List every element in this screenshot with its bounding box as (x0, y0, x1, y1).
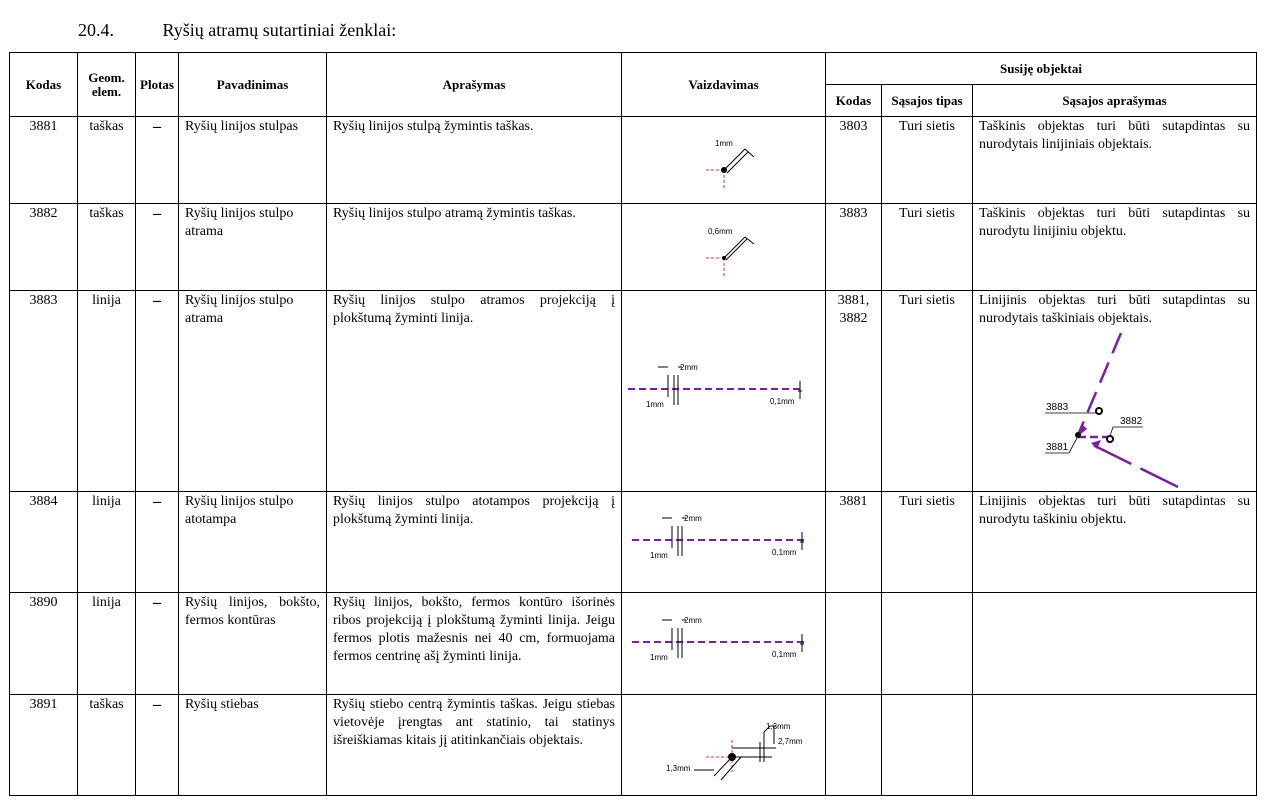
cell-rel-code (826, 695, 882, 796)
table-row (10, 204, 1257, 291)
header-rel-desc: Sąsajos aprašymas (973, 85, 1257, 117)
cell-rel-type (882, 593, 973, 695)
cell-rel-code: 3883 (826, 204, 882, 291)
cell-rel-code (826, 593, 882, 695)
cell-description: Ryšių stiebo centrą žymintis taškas. Jeigu stiebas vietovėje įrengtas ant statinio, tai statinys išreiškiamas kitais jį atitinkančiais objektais. (327, 695, 622, 796)
cell-name: Ryšių linijos stulpo atrama (179, 291, 327, 492)
cell-area: – (136, 492, 179, 593)
symbol-label-top: 2mm (683, 514, 702, 523)
pole-symbol (624, 120, 824, 200)
cell-area: – (136, 695, 179, 796)
cell-description: Ryšių linijos stulpo atramą žymintis taškas. (327, 204, 622, 291)
cell-geom: taškas (78, 117, 136, 204)
cell-symbol (622, 492, 826, 593)
diagram-label-3883: 3883 (1046, 402, 1069, 413)
header-geom: Geom. elem. (78, 53, 136, 117)
header-description: Aprašymas (327, 53, 622, 117)
cell-rel-type: Turi sietis (882, 492, 973, 593)
cell-rel-code: 3803 (826, 117, 882, 204)
symbol-label-right: 2,7mm (777, 737, 802, 746)
rel-desc-text: Linijinis objektas turi būti sutapdintas su nurodytais taškiniais objektais. (979, 293, 1251, 326)
section-number: 20.4. (78, 20, 114, 40)
symbols-table (9, 52, 1257, 796)
header-rel-code: Kodas (826, 85, 882, 117)
dashed-line-symbol (624, 614, 824, 674)
cell-rel-type: Turi sietis (882, 204, 973, 291)
symbol-label-right: 0,1mm (771, 548, 796, 557)
cell-geom: linija (78, 492, 136, 593)
relation-diagram (973, 329, 1243, 489)
cell-name: Ryšių stiebas (179, 695, 327, 796)
dashed-line-symbol (624, 512, 824, 572)
table-row (10, 695, 1257, 796)
mast-symbol (624, 696, 824, 794)
header-name: Pavadinimas (179, 53, 327, 117)
cell-geom: taškas (78, 695, 136, 796)
symbol-label-left: 1mm (645, 400, 664, 409)
cell-description: Ryšių linijos stulpo atramos projekciją į plokštumą žyminti linija. (327, 291, 622, 492)
cell-rel-desc: Taškinis objektas turi būti sutapdintas su nurodytu linijiniu objektu. (973, 204, 1257, 291)
cell-description: Ryšių linijos, bokšto, fermos kontūro išorinės ribos projekciją į plokštumą žyminti linija. Jeigu fermos plotis mažesnis nei 40 cm, formuojama fermos centrinę ašį žyminti linija. (327, 593, 622, 695)
cell-symbol (622, 117, 826, 204)
cell-description: Ryšių linijos stulpo atotampos projekciją į plokštumą žyminti linija. (327, 492, 622, 593)
cell-area: – (136, 593, 179, 695)
header-view: Vaizdavimas (622, 53, 826, 117)
symbol-label-left: 1mm (649, 652, 668, 662)
table-row (10, 593, 1257, 695)
cell-area: – (136, 204, 179, 291)
cell-rel-code: 3881 (826, 492, 882, 593)
cell-geom: linija (78, 291, 136, 492)
pole-support-symbol (624, 207, 824, 287)
cell-symbol (622, 593, 826, 695)
cell-symbol (622, 204, 826, 291)
cell-rel-desc (973, 593, 1257, 695)
cell-rel-desc: Taškinis objektas turi būti sutapdintas su nurodytais linijiniais objektais. (973, 117, 1257, 204)
symbol-label-right: 0,1mm (769, 397, 794, 406)
cell-name: Ryšių linijos stulpas (179, 117, 327, 204)
cell-name: Ryšių linijos, bokšto, fermos kontūras (179, 593, 327, 695)
symbol-label-top: 1,3mm (765, 722, 790, 731)
cell-rel-code: 3881, 3882 (826, 291, 882, 492)
cell-code: 3884 (10, 492, 78, 593)
diagram-label-3881: 3881 (1046, 442, 1069, 453)
cell-area: – (136, 291, 179, 492)
symbol-label-top: 2mm (679, 363, 698, 372)
cell-code: 3891 (10, 695, 78, 796)
header-rel-type: Sąsajos tipas (882, 85, 973, 117)
table-row (10, 117, 1257, 204)
cell-code: 3882 (10, 204, 78, 291)
symbol-label-right: 0,1mm (771, 649, 796, 659)
cell-rel-type: Turi sietis (882, 117, 973, 204)
dashed-line-symbol (624, 361, 824, 421)
cell-area: – (136, 117, 179, 204)
table-row (10, 492, 1257, 593)
cell-geom: linija (78, 593, 136, 695)
header-code: Kodas (10, 53, 78, 117)
cell-symbol (622, 291, 826, 492)
cell-code: 3881 (10, 117, 78, 204)
header-related: Susiję objektai (826, 53, 1257, 85)
cell-name: Ryšių linijos stulpo atrama (179, 204, 327, 291)
cell-rel-desc (973, 291, 1257, 492)
symbol-label: 1mm (714, 139, 733, 148)
diagram-label-3882: 3882 (1120, 416, 1143, 427)
symbol-label: 0,6mm (707, 227, 732, 236)
cell-geom: taškas (78, 204, 136, 291)
section-title: Ryšių atramų sutartiniai ženklai: (162, 20, 397, 40)
section-heading (78, 20, 396, 41)
cell-rel-desc: Linijinis objektas turi būti sutapdintas su nurodytu taškiniu objektu. (973, 492, 1257, 593)
cell-code: 3890 (10, 593, 78, 695)
cell-name: Ryšių linijos stulpo atotampa (179, 492, 327, 593)
cell-symbol (622, 695, 826, 796)
cell-rel-desc (973, 695, 1257, 796)
symbol-label-left: 1,3mm (665, 764, 690, 773)
symbol-label-top: 2mm (683, 615, 702, 625)
cell-rel-type (882, 695, 973, 796)
cell-code: 3883 (10, 291, 78, 492)
symbol-label-left: 1mm (649, 551, 668, 560)
cell-rel-type: Turi sietis (882, 291, 973, 492)
table-row (10, 291, 1257, 492)
cell-description: Ryšių linijos stulpą žymintis taškas. (327, 117, 622, 204)
header-area: Plotas (136, 53, 179, 117)
